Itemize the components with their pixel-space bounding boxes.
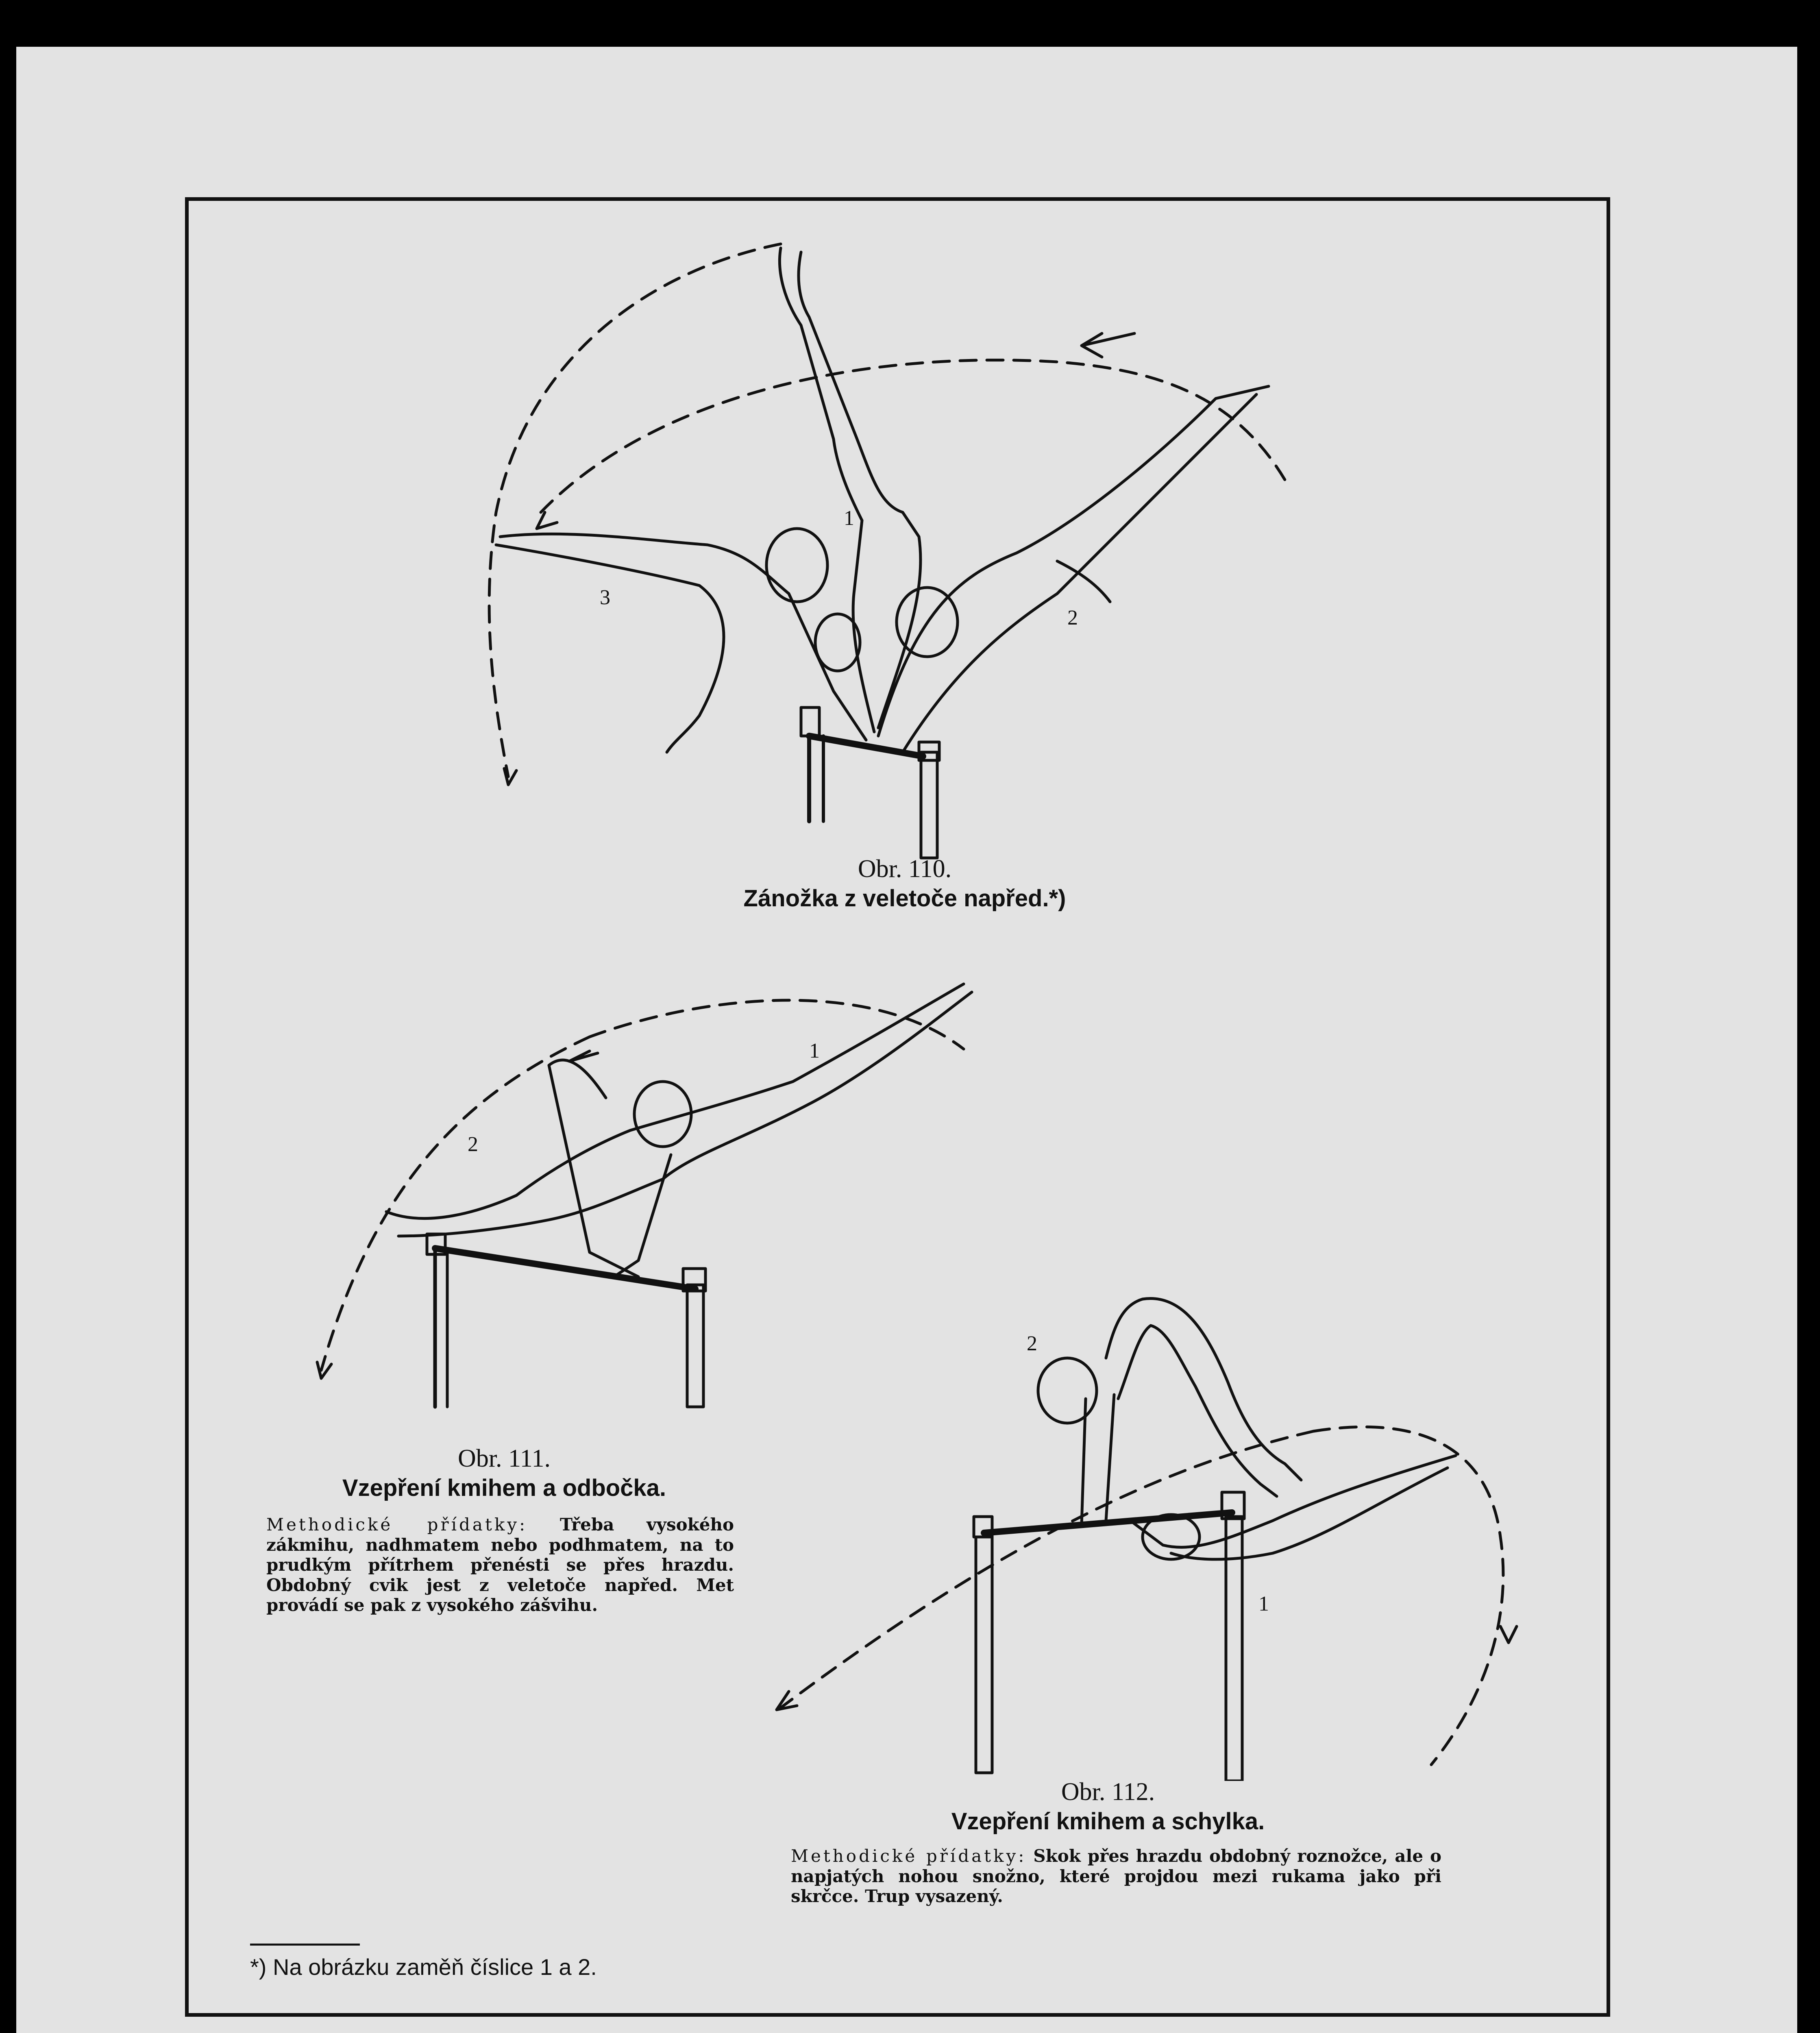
figure-111-label-1: 1 — [809, 1039, 820, 1062]
figure-112-label-1: 1 — [1258, 1592, 1269, 1615]
figure-110-label-1: 1 — [844, 507, 854, 530]
figure-110-label-2: 2 — [1067, 606, 1078, 629]
figure-110-title: Zánožka z veletoče napřed.*) — [743, 885, 1066, 912]
figure-111-number: Obr. 111. — [458, 1445, 551, 1472]
footnote: *) Na obrázku zaměň číslice 1 a 2. — [250, 1954, 597, 1980]
figure-111-caption — [260, 1443, 748, 1503]
footnote-rule — [250, 1944, 360, 1946]
figure-110-number: Obr. 110. — [858, 855, 952, 883]
figure-110-label-3: 3 — [600, 586, 610, 609]
figure-111-title: Vzepření kmihem a odbočka. — [342, 1475, 666, 1502]
figure-112-title: Vzepření kmihem a schylka. — [951, 1808, 1265, 1835]
figure-112-label-2: 2 — [1027, 1332, 1037, 1355]
figure-111-note-text: Třeba vysokého zákmihu, nadhmatem nebo podhmatem, na to prudkým přítrhem přenésti se přes hrazdu. Obdobný cvik jest z veletoče napřed. Met provádí se pak z vysokého zášvihu. — [266, 1515, 734, 1615]
figure-111-label-2: 2 — [468, 1133, 478, 1156]
figure-112-caption — [874, 1777, 1342, 1837]
figure-112-note — [791, 1846, 1441, 1907]
figure-110-illustration — [447, 228, 1382, 862]
figure-112-illustration — [764, 1252, 1553, 1781]
figure-111-note — [266, 1515, 734, 1615]
figure-110-caption — [651, 854, 1159, 914]
figure-112-note-lead: Methodické přídatky: — [791, 1846, 1027, 1866]
figure-112-note-text: Skok přes hrazdu obdobný roznožce, ale o napjatých nohou snožno, které projdou mezi rukama jako při skrčce. Trup vysazený. — [791, 1846, 1441, 1907]
figure-111-note-lead: Methodické přídatky: — [266, 1515, 528, 1535]
figure-112-number: Obr. 112. — [1061, 1778, 1155, 1806]
